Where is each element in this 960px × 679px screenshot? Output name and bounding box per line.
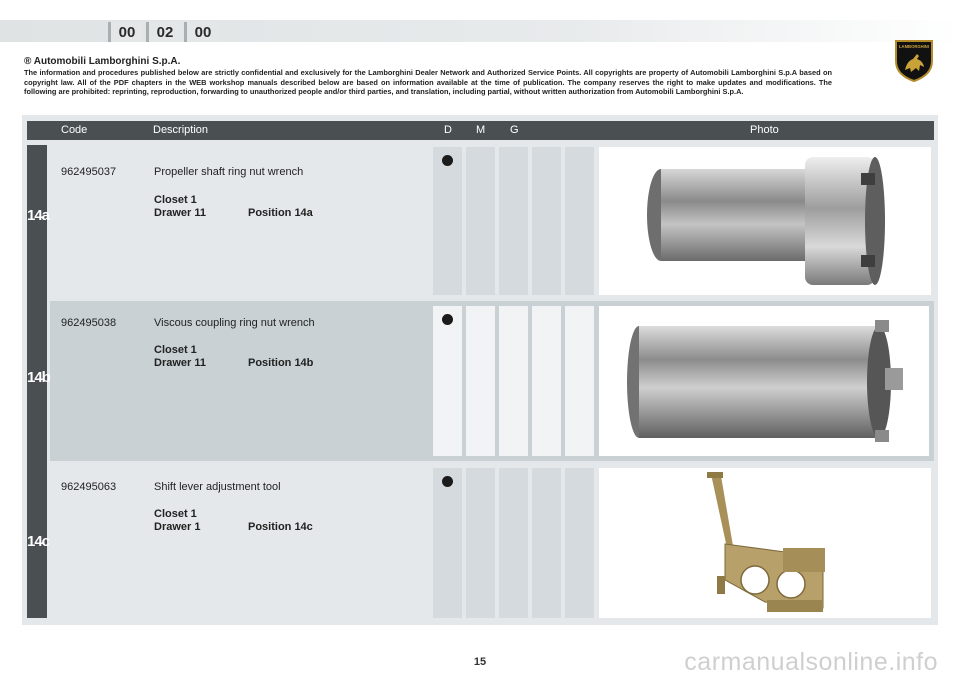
cell-g xyxy=(499,147,528,295)
tool-position: Position 14b xyxy=(248,357,314,369)
viscous-coupling-wrench-photo xyxy=(599,306,929,456)
tool-description: Propeller shaft ring nut wrench xyxy=(154,166,304,178)
tool-closet: Closet 1 xyxy=(154,344,197,356)
tool-closet: Closet 1 xyxy=(154,194,197,206)
availability-dot xyxy=(442,314,453,325)
column-d: D xyxy=(444,124,452,136)
legal-notice: The information and procedures published below are strictly confidential and exclusively for the Lamborghini Dealer Network and Authorized Service Points. All copyrights are property of Automobili Lamborghini S.p.A based on copyright law. All of the PDF chapters in the WEB workshop manuals described below are based on information available at the time of publication. The company reserves the right to make updates and modifications. The following are prohibited: reprinting, reproduction, forwarding to unauthorized people and/or third parties, and translation, including partial, without written authorization from Automobili Lamborghini S.p.A. xyxy=(24,68,832,97)
tool-code: 962495063 xyxy=(61,481,117,493)
tool-drawer: Drawer 1 xyxy=(154,521,201,533)
cell-m xyxy=(466,306,495,456)
cell-empty-1 xyxy=(532,468,561,618)
company-name: ® Automobili Lamborghini S.p.A. xyxy=(24,56,181,67)
tool-drawer: Drawer 11 xyxy=(154,357,206,369)
tool-description: Viscous coupling ring nut wrench xyxy=(154,317,315,329)
propeller-shaft-wrench-photo xyxy=(599,147,931,295)
header-band xyxy=(0,20,960,42)
cell-empty-2 xyxy=(565,306,594,456)
cell-m xyxy=(466,147,495,295)
svg-text:LAMBORGHINI: LAMBORGHINI xyxy=(898,44,930,49)
tool-code: 962495038 xyxy=(61,317,117,329)
tool-description: Shift lever adjustment tool xyxy=(154,481,281,493)
table-header xyxy=(27,121,934,140)
availability-dot xyxy=(442,155,453,166)
section-code-2: 02 xyxy=(146,22,181,42)
tool-position: Position 14c xyxy=(248,521,313,533)
cell-empty-1 xyxy=(532,306,561,456)
tool-position: Position 14a xyxy=(248,207,313,219)
tool-closet: Closet 1 xyxy=(154,508,197,520)
section-code-1: 00 xyxy=(108,22,143,42)
column-photo: Photo xyxy=(750,124,779,136)
cell-empty-2 xyxy=(565,147,594,295)
column-m: M xyxy=(476,124,486,136)
cell-g xyxy=(499,468,528,618)
tool-code: 962495037 xyxy=(61,166,117,178)
shift-lever-tool-photo xyxy=(599,468,931,618)
tool-drawer: Drawer 11 xyxy=(154,207,206,219)
table-row xyxy=(50,145,934,297)
lamborghini-logo xyxy=(893,37,935,82)
section-code-3: 00 xyxy=(184,22,219,42)
cell-m xyxy=(466,468,495,618)
cell-empty-1 xyxy=(532,147,561,295)
cell-d xyxy=(433,306,462,456)
column-description: Description xyxy=(153,124,209,136)
position-label-14a: 14a xyxy=(27,207,50,224)
page-number: 15 xyxy=(473,656,487,668)
column-g: G xyxy=(510,124,519,136)
position-label-14b: 14b xyxy=(27,369,50,386)
watermark: carmanualsonline.info xyxy=(684,648,938,676)
cell-d xyxy=(433,147,462,295)
column-code: Code xyxy=(61,124,88,136)
table-row xyxy=(50,465,934,618)
position-label-14c: 14c xyxy=(27,533,50,550)
table-row xyxy=(50,301,934,461)
cell-empty-2 xyxy=(565,468,594,618)
availability-dot xyxy=(442,476,453,487)
cell-g xyxy=(499,306,528,456)
cell-d xyxy=(433,468,462,618)
